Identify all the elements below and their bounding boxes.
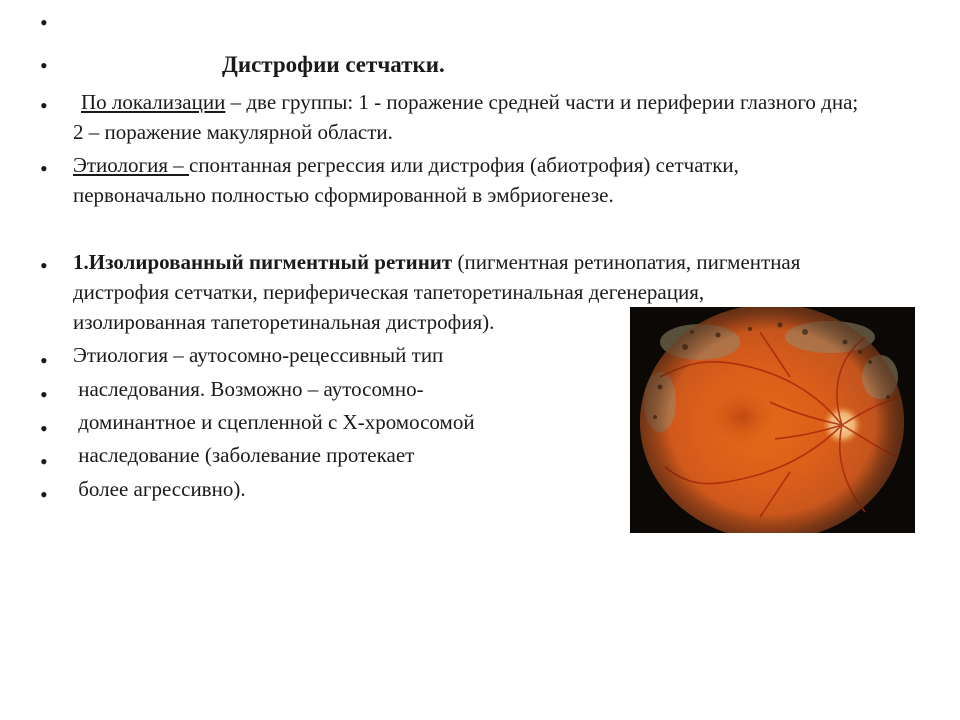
bullet-line-1: • (40, 348, 48, 373)
bullet-etiology: • (40, 156, 48, 181)
bullet-retinitis: • (40, 253, 48, 278)
etiology-label: Этиология – (73, 153, 189, 177)
localization-label: По локализации (81, 90, 226, 114)
retinitis-text: (пигментная ретинопатия, пигментная дистрофия сетчатки, периферическая тапеторетинальная дегенерация, изолированная тапеторетинальная дистрофия). (73, 250, 801, 334)
bullet-empty: • (40, 10, 48, 35)
bullet-line-4: • (40, 449, 48, 474)
bullet-line-2: • (40, 382, 48, 407)
line-2: наследования. Возможно – аутосомно- (73, 377, 424, 401)
line-1: Этиология – аутосомно-рецессивный тип (73, 343, 444, 367)
bullet-title: • (40, 53, 48, 78)
line-4: наследование (заболевание протекает (73, 443, 415, 467)
retinitis-heading: 1.Изолированный пигментный ретинит (73, 250, 453, 274)
bullet-localization: • (40, 93, 48, 118)
bullet-line-3: • (40, 416, 48, 441)
line-5: более агрессивно). (73, 477, 246, 501)
bullet-line-5: • (40, 482, 48, 507)
etiology-paragraph (73, 150, 873, 210)
line-3: доминантное и сцепленной с Х-хромосомой (73, 410, 475, 434)
etiology-text: спонтанная регрессия или дистрофия (абиотрофия) сетчатки, первоначально полностью сформированной в эмбриогенезе. (73, 153, 739, 207)
localization-paragraph (73, 87, 873, 147)
slide-title: Дистрофии сетчатки. (222, 52, 445, 77)
localization-text: – две группы: 1 - поражение средней части и периферии глазного дна; 2 – поражение макулярной области. (73, 90, 859, 144)
